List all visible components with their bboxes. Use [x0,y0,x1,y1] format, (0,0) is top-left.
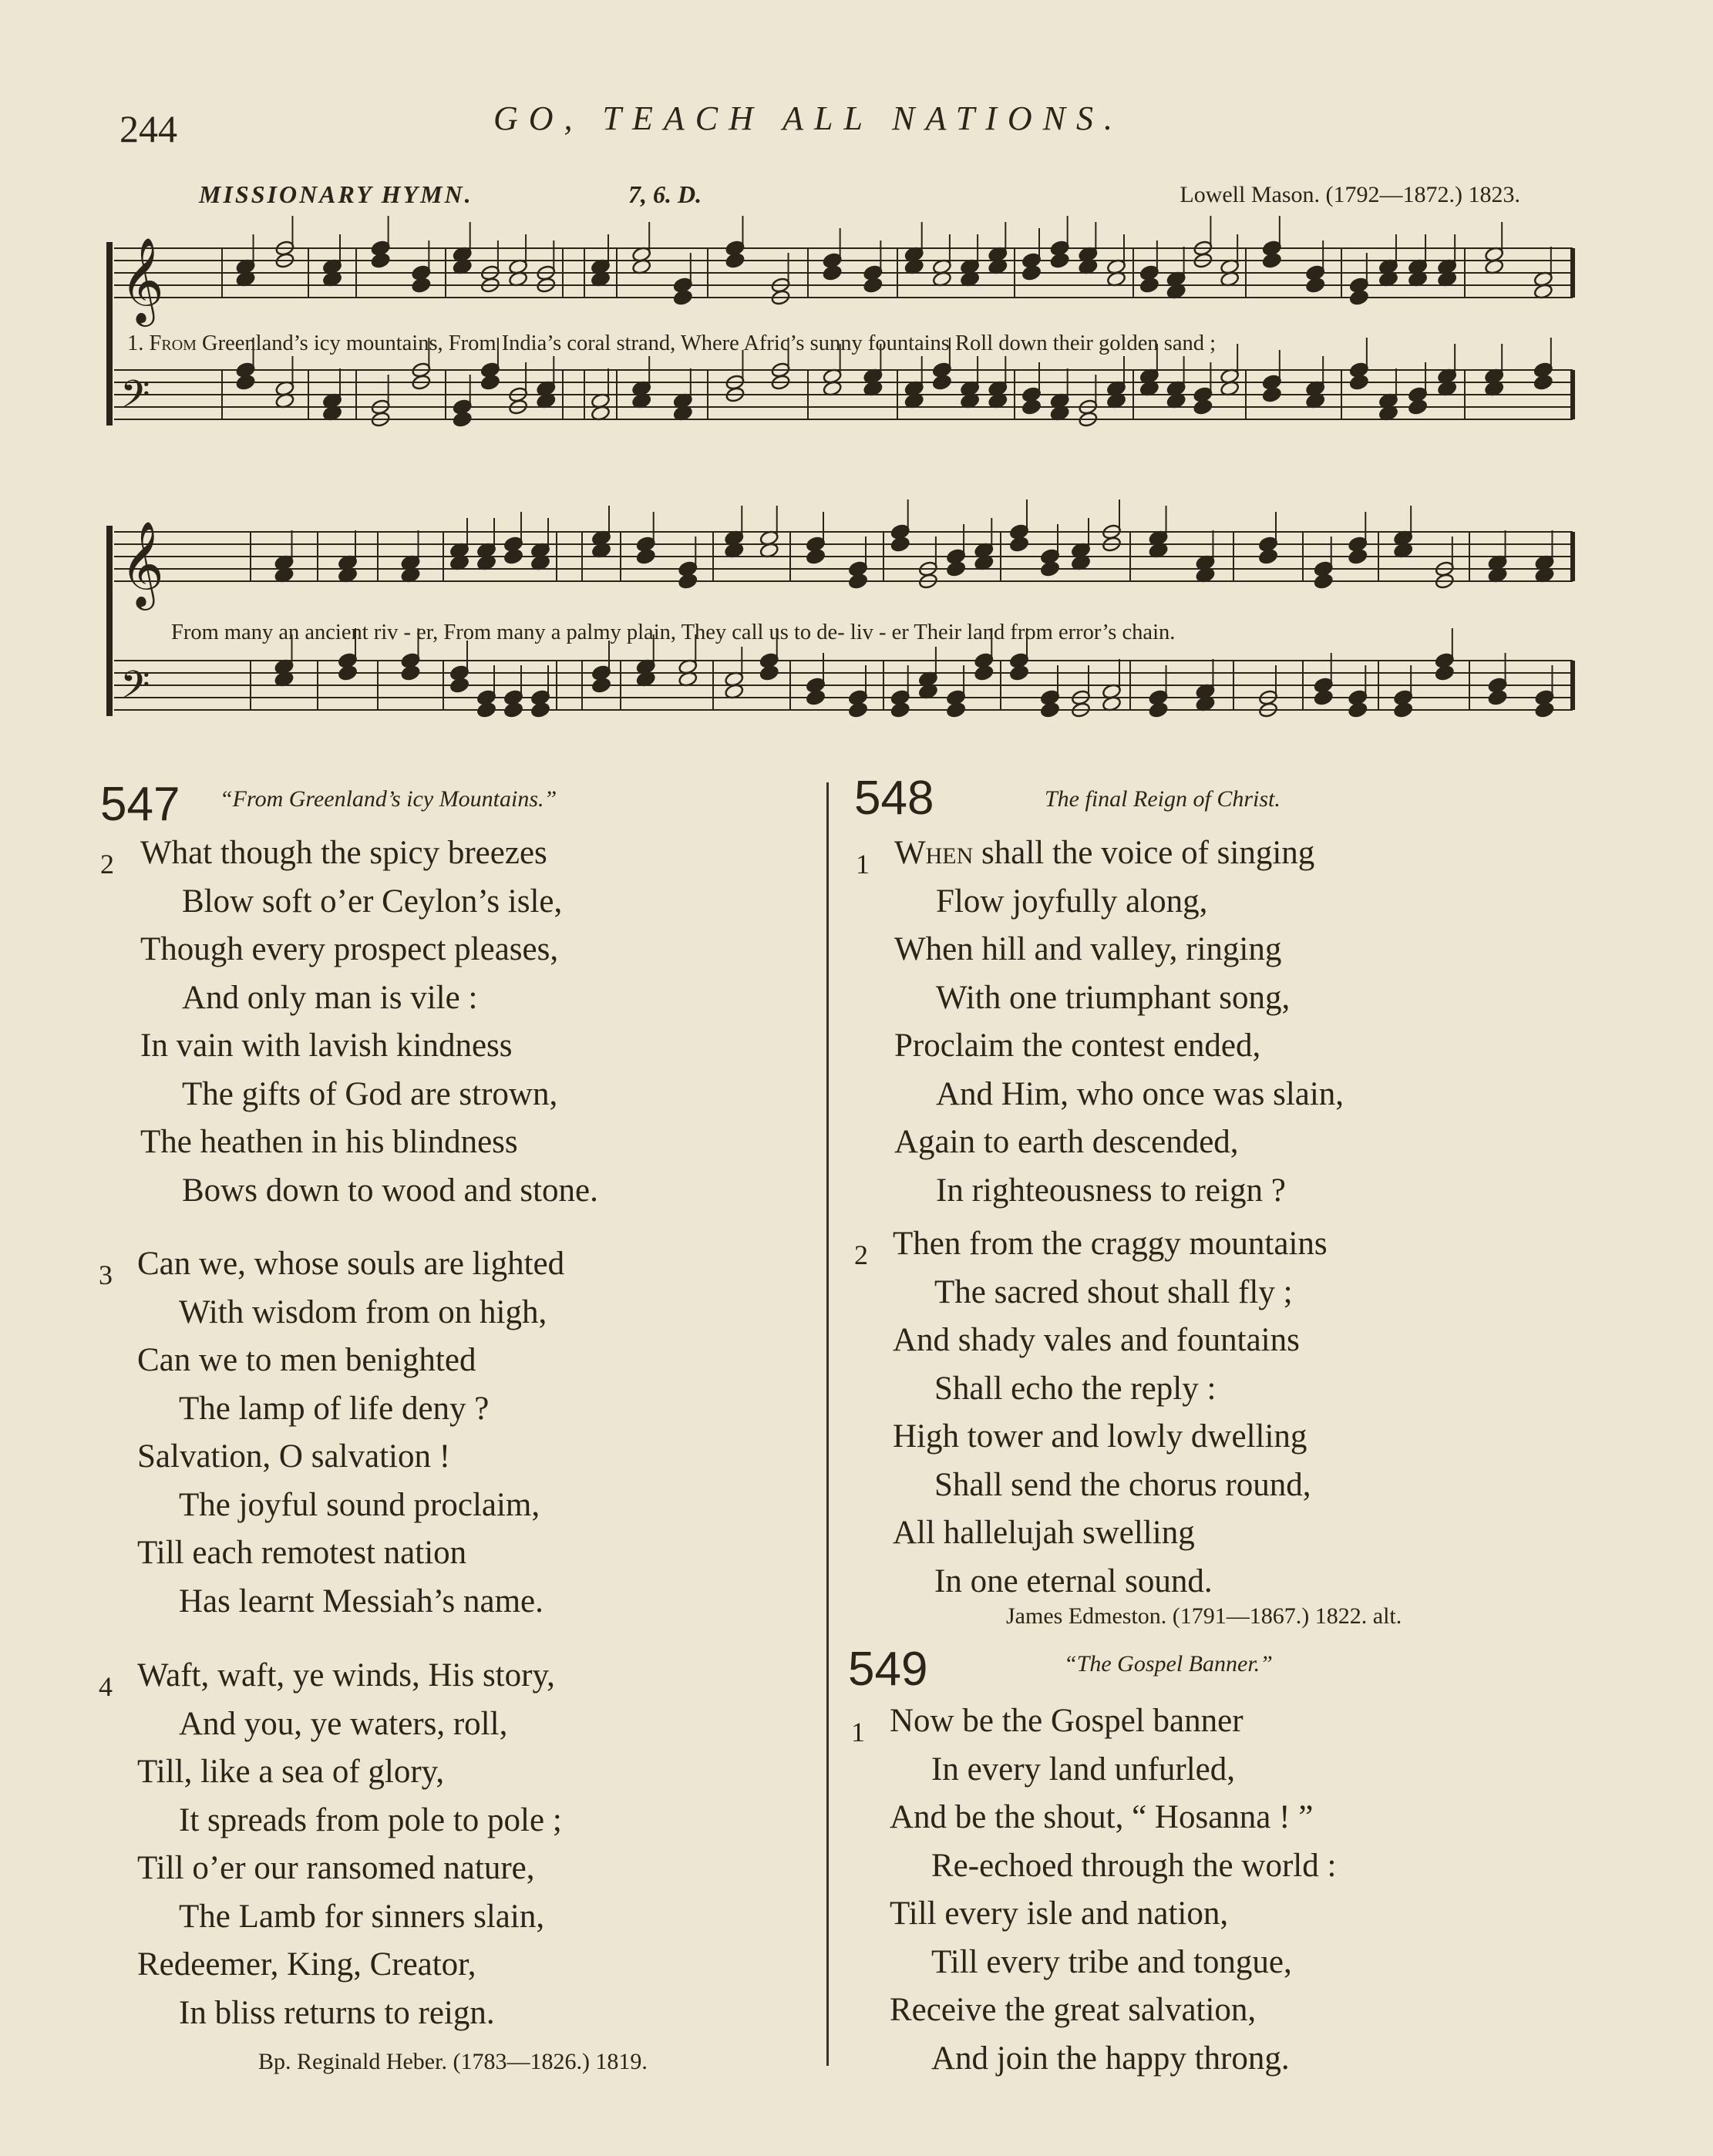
verse-line: The heathen in his blindness [140,1124,518,1160]
note-head [1139,277,1159,294]
note-head [946,560,966,577]
tune-name: MISSIONARY HYMN. [199,180,473,208]
hymn-title-548: The final Reign of Christ. [1045,786,1281,812]
note-head [1040,701,1060,718]
note-head [1349,289,1369,306]
note-head [411,277,431,294]
verse-line: Flow joyfully along, [936,883,1208,920]
verse-line: Again to earth descended, [894,1124,1239,1160]
note-head [636,548,656,565]
note-head [673,289,693,306]
note-head [530,701,550,718]
verse-line: shall the voice of singing [973,835,1315,871]
verse-line: In righteousness to reign ? [936,1172,1286,1209]
verse-number: 4 [99,1671,113,1702]
verse-line: Waft, waft, ye winds, His story, [137,1657,555,1694]
verse-line: In vain with lavish kindness [140,1028,513,1064]
note-head [678,573,698,590]
note-head [1193,399,1213,415]
verse-number: 2 [854,1239,868,1270]
verse-line: What though the spicy breezes [140,835,547,871]
verse-line: Shall echo the reply : [934,1370,1217,1407]
verse-number: 1 [851,1717,865,1747]
note-head [1009,664,1029,681]
note-head [236,374,256,391]
verse-number: 2 [100,849,114,880]
verse-line: In every land unfurled, [931,1751,1236,1788]
verse-line: Bows down to wood and stone. [182,1172,598,1209]
note-head [1349,374,1369,391]
hymn-number-547: 547 [100,778,180,831]
lyric-first-word: From [149,331,197,355]
verse-line: Can we to men benighted [137,1342,476,1378]
note-head [806,548,826,565]
note-head [503,701,523,718]
note-head [823,264,843,281]
note-head [974,664,994,681]
tune-meter: 7, 6. D. [628,180,702,208]
bass-clef-icon: 𝄢 [120,372,150,426]
hymn-547-attribution: Bp. Reginald Heber. (1783—1826.) 1819. [258,2049,648,2074]
treble-clef-icon: 𝄞 [120,237,164,323]
verse-line: The lamp of life deny ? [179,1390,490,1427]
running-title: GO, TEACH ALL NATIONS. [493,99,1123,137]
note-head [1435,664,1455,681]
verse-line: Though every prospect pleases, [140,931,559,967]
verse-line: Now be the Gospel banner [890,1703,1244,1739]
page-number: 244 [119,107,177,150]
note-head [1050,252,1070,269]
note-head [1393,701,1413,718]
verse-line: And join the happy throng. [931,2040,1290,2077]
verse-line: Till o’er our ransomed nature, [137,1850,535,1886]
verse-number: 1 [856,849,870,880]
hymn-549-verse-1 [851,1697,1337,2083]
note-head [1040,560,1060,577]
note-head [1262,252,1282,269]
note-head [946,701,966,718]
verse-line: Till every isle and nation, [890,1895,1229,1932]
verse-line: Then from the craggy mountains [893,1226,1328,1262]
verse-line: Re-echoed through the world : [931,1847,1337,1884]
note-head [503,548,523,565]
verse-line: With wisdom from on high, [179,1293,547,1330]
note-head [476,701,496,718]
note-head [1535,701,1555,718]
verse-line: Can we, whose souls are lighted [137,1246,565,1282]
verse-line: Till every tribe and tongue, [931,1943,1292,1980]
verse-line: Blow soft o’er Ceylon’s isle, [182,883,563,920]
note-head [932,374,952,391]
hymn-title-547: “From Greenland’s icy Mountains.” [220,786,557,812]
note-head [449,677,469,694]
lyric-rest: Greenland’s icy mountains, From India’s coral strand, Where Afric’s sunny fountains Roll down their golden sand ; [196,331,1217,355]
note-head [725,252,745,269]
note-head [848,701,868,718]
note-head [371,252,391,269]
note-head [848,573,868,590]
verse-line: Proclaim the contest ended, [894,1028,1261,1064]
verse-line: And shady vales and fountains [893,1322,1300,1358]
verse-line: The joyful sound proclaim, [179,1486,540,1523]
verse-line: All hallelujah swelling [893,1515,1195,1551]
hymn-number-549: 549 [848,1643,928,1696]
treble-clef-icon: 𝄞 [120,520,164,607]
verse-line: Redeemer, King, Creator, [137,1946,476,1983]
note-head [1305,277,1325,294]
tune-lyric-line-1 [127,331,1216,356]
verse-line: It spreads from pole to pole ; [179,1801,562,1838]
hymn-547-verse-4 [99,1652,562,2037]
verse-line: The Lamb for sinners slain, [179,1898,545,1935]
note-head [1348,701,1368,718]
tune-lyric-line-2: From many an ancient riv - er, From many a palmy plain, They call us to de- liv - er Their land from error’s chain. [171,621,1176,644]
verse-line: High tower and lowly dwelling [893,1418,1307,1455]
note-head [1314,689,1334,706]
note-head [1314,573,1334,590]
hymn-title-549: “The Gospel Banner.” [1064,1651,1273,1677]
note-head [480,374,500,391]
bass-clef-icon: 𝄢 [120,663,150,717]
note-head [1149,701,1169,718]
hymn-548-verse-1 [856,829,1344,1215]
verse-line: And you, ye waters, roll, [179,1705,508,1742]
lyric-verse-number: 1. [127,331,144,355]
hymn-548-verse-2 [854,1220,1328,1606]
note-head [1009,536,1029,553]
column-divider [826,782,829,2066]
verse-line: With one triumphant song, [936,979,1291,1016]
tune-composer: Lowell Mason. (1792—1872.) 1823. [1180,182,1520,207]
verse-line: Has learnt Messiah’s name. [179,1583,544,1620]
note-head [338,664,358,681]
note-head [890,701,910,718]
note-head [1488,689,1508,706]
note-head [1533,374,1553,391]
verse-line: Receive the great salvation, [890,1992,1257,2028]
note-head [591,677,611,694]
verse-line: Shall send the chorus round, [934,1466,1311,1503]
note-head [401,664,421,681]
verse-first-word: When [894,835,974,871]
note-head [1408,399,1428,415]
note-head [806,689,826,706]
verse-number: 3 [99,1260,113,1290]
note-head [453,411,473,428]
hymn-547-verse-3 [99,1240,565,1626]
verse-line: And Him, who once was slain, [936,1075,1344,1112]
note-head [759,664,779,681]
note-head [1262,386,1282,403]
hymn-548-attribution: James Edmeston. (1791—1867.) 1822. alt. [1006,1603,1402,1629]
note-head [863,277,883,294]
note-head [1021,264,1042,281]
note-head [1258,548,1278,565]
verse-line: In bliss returns to reign. [179,1994,495,2031]
note-head [1021,399,1042,415]
hymn-number-548: 548 [854,772,934,825]
hymn-547-verse-2 [100,829,598,1215]
verse-line: And only man is vile : [182,979,478,1016]
verse-line: And be the shout, “ Hosanna ! ” [890,1799,1314,1835]
verse-line: Till each remotest nation [137,1535,467,1571]
note-head [890,536,910,553]
verse-line: The gifts of God are strown, [182,1075,558,1112]
verse-line: When hill and valley, ringing [894,931,1282,967]
verse-line: Till, like a sea of glory, [137,1754,445,1790]
verse-line: In one eternal sound. [934,1562,1213,1599]
verse-line: Salvation, O salvation ! [137,1438,451,1475]
verse-line: The sacred shout shall fly ; [934,1273,1293,1310]
note-head [1348,548,1368,565]
